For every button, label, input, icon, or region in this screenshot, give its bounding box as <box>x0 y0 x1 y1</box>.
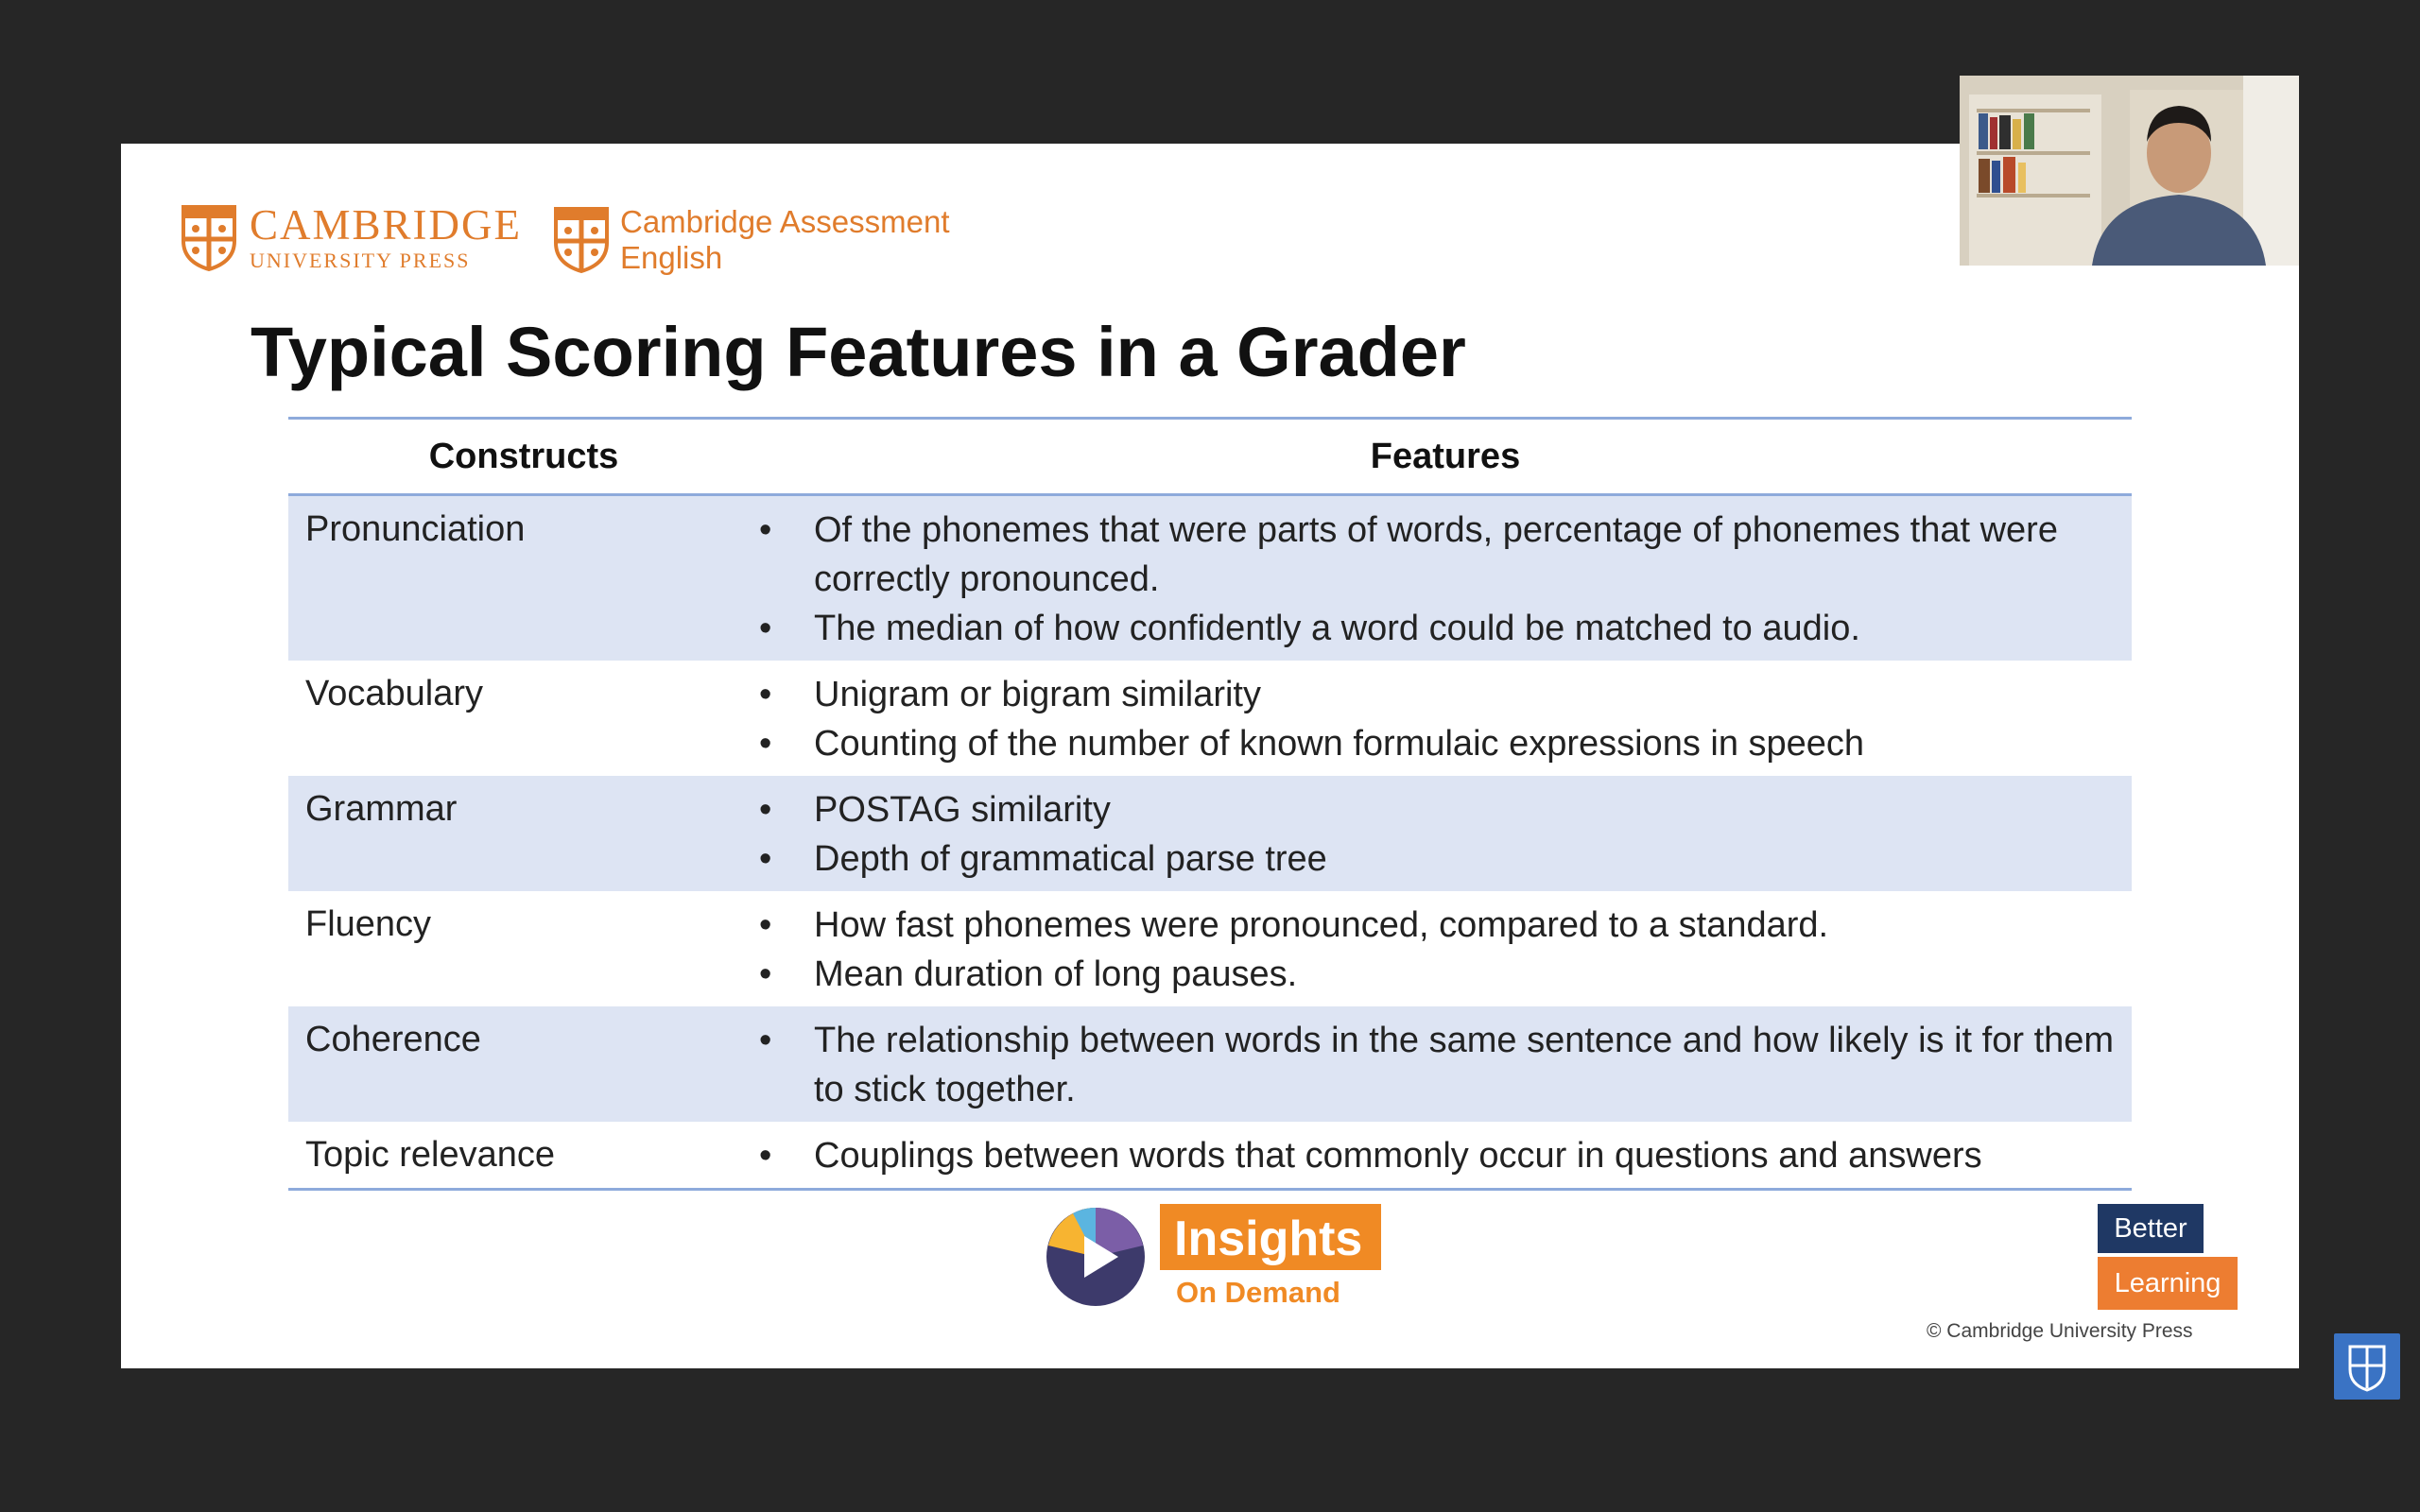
table-row <box>288 495 2132 662</box>
header-constructs: Constructs <box>428 436 619 476</box>
header-features: Features <box>1370 436 1521 476</box>
cambridge-assessment-english-logo <box>554 204 949 276</box>
webcam-video[interactable] <box>1960 76 2299 266</box>
features-cell <box>759 661 2132 776</box>
better-label: Better <box>2098 1204 2204 1253</box>
feature-item: • POSTAG similarity <box>759 785 2132 834</box>
features-cell <box>759 891 2132 1006</box>
feature-item: • Depth of grammatical parse tree <box>759 834 2132 884</box>
copyright-text: © Cambridge University Press <box>1927 1320 2193 1342</box>
cambridge-shield-icon <box>554 207 609 273</box>
cup-logo-line1: CAMBRIDGE <box>250 201 523 249</box>
insights-word: Insights <box>1174 1211 1363 1266</box>
table-header-row <box>288 419 2132 495</box>
presenter-video-frame <box>1960 76 2299 266</box>
table-row <box>288 891 2132 1006</box>
learning-label: Learning <box>2098 1257 2238 1310</box>
construct-cell: Topic relevance <box>305 1135 556 1175</box>
better-learning-logo <box>2098 1204 2238 1310</box>
cambridge-university-press-logo <box>182 201 523 272</box>
insights-on-demand-logo <box>1045 1204 1381 1310</box>
feature-item: • Mean duration of long pauses. <box>759 950 2132 999</box>
table-row <box>288 661 2132 776</box>
cambridge-crest-icon <box>2334 1333 2400 1400</box>
features-cell <box>759 776 2132 891</box>
table-row <box>288 1122 2132 1190</box>
construct-cell: Pronunciation <box>305 509 526 549</box>
features-cell <box>759 1006 2132 1122</box>
cae-logo-line1: Cambridge Assessment <box>620 204 950 239</box>
feature-item: • The relationship between words in the same sentence and how likely is it for them to stick together. <box>759 1016 2132 1114</box>
slide <box>121 144 2299 1368</box>
feature-item: • Counting of the number of known formulaic expressions in speech <box>759 719 2132 768</box>
floating-app-button[interactable] <box>2334 1333 2400 1400</box>
feature-item: • How fast phonemes were pronounced, compared to a standard. <box>759 901 2132 950</box>
cae-logo-line2: English <box>620 240 723 275</box>
on-demand-text: On Demand <box>1176 1276 1340 1309</box>
feature-item: • The median of how confidently a word could be matched to audio. <box>759 604 2132 653</box>
feature-item: • Of the phonemes that were parts of words, percentage of phonemes that were correctly pronounced. <box>759 506 2132 604</box>
construct-cell: Fluency <box>305 904 432 944</box>
construct-cell: Vocabulary <box>305 674 484 713</box>
features-cell <box>759 1122 2132 1190</box>
features-cell <box>759 495 2132 662</box>
cambridge-shield-icon <box>182 205 236 271</box>
construct-cell: Coherence <box>305 1020 481 1059</box>
table-row <box>288 1006 2132 1122</box>
feature-item: • Couplings between words that commonly occur in questions and answers <box>759 1131 2132 1180</box>
scoring-features-table <box>288 417 2132 1191</box>
table-row <box>288 776 2132 891</box>
slide-title: Typical Scoring Features in a Grader <box>251 313 1466 391</box>
cup-logo-line2: UNIVERSITY PRESS <box>250 249 471 272</box>
construct-cell: Grammar <box>305 789 458 829</box>
feature-item: • Unigram or bigram similarity <box>759 670 2132 719</box>
insights-play-icon <box>1046 1208 1145 1306</box>
